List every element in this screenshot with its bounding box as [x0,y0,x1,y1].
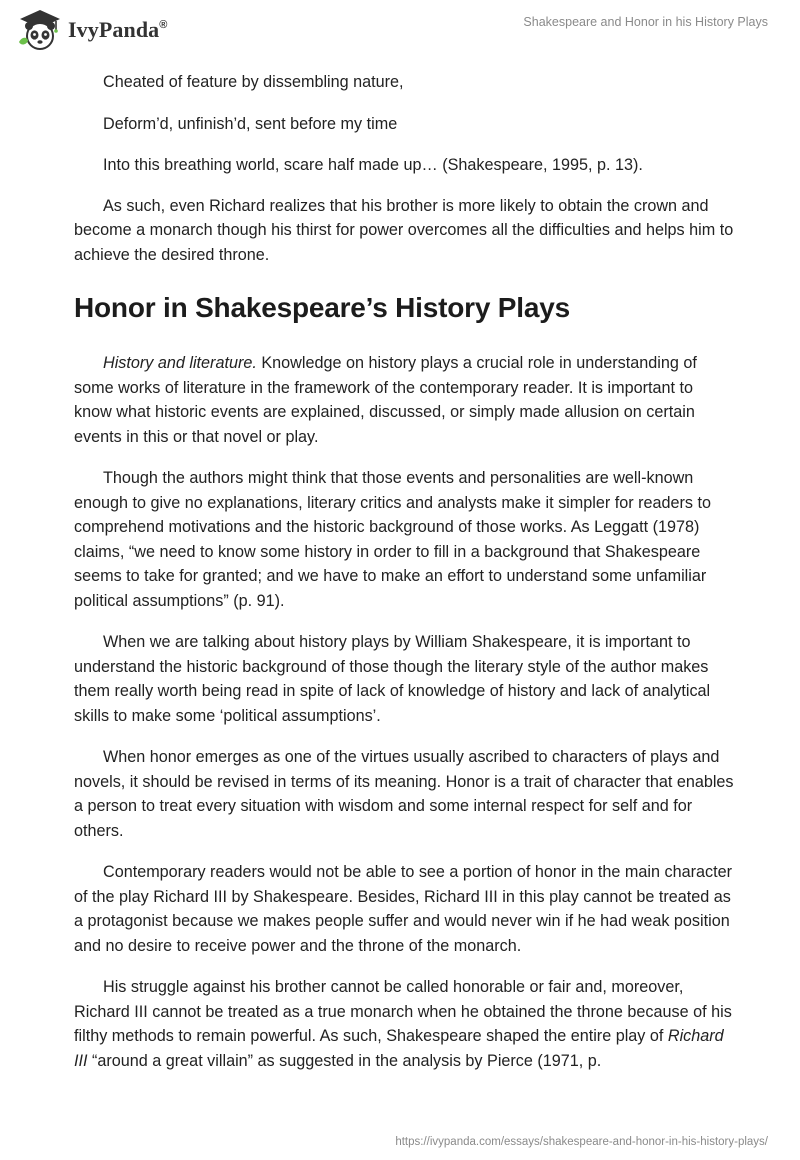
paragraph: His struggle against his brother cannot be called honorable or fair and, moreover, Richard III cannot be treated as a true monarch when he obtained the throne because of his filthy methods to remain powerful. As such, Shakespeare shaped the entire play of Richard III “around a great villain” as suggested in the analysis by Pierce (1971, p. [74,978,732,1070]
source-url[interactable]: https://ivypanda.com/essays/shakespeare-and-honor-in-his-history-plays/ [395,1136,768,1148]
paragraph: When honor emerges as one of the virtues usually ascribed to characters of plays and novels, it should be revised in terms of its meaning. Honor is a trait of character that enables a person to treat every situation with wisdom and some internal respect for self and for others. [74,748,734,840]
play-title: Richard III [74,1027,724,1070]
document-title: Shakespeare and Honor in his History Plays [523,15,768,29]
paragraph: Though the authors might think that those events and personalities are well-known enough to give no explanations, literary critics and analysts make it simpler for readers to comprehend motivations and the historic background of those works. As Leggatt (1978) claims, “we need to know some history in order to fill in a background that Shakespeare seems to take for granted; and we have to make an effort to understand some unfamiliar political assumptions” (p. 91). [74,469,712,610]
quote-line: Deform’d, unfinish’d, sent before my time [103,114,398,133]
paragraph-lead: History and literature. [103,354,257,372]
paragraph: Contemporary readers would not be able to see a portion of honor in the main character of the play Richard III by Shakespeare. Besides, Richard III in this play cannot be treated as a protagonist because we makes people suffer and would never win if he had weak position and no desire to receive power and the throne of the monarch. [74,863,732,955]
ivypanda-logo[interactable] [16,8,168,52]
paragraph: History and literature. Knowledge on history plays a crucial role in understanding of some works of literature in the framework of the contemporary reader. It is important to know what historic events are explained, discussed, or simply made allusion on certain events in this or that novel or play. [74,354,697,446]
paragraph: As such, even Richard realizes that his brother is more likely to obtain the crown and become a monarch though his thirst for power overcomes all the difficulties and helps him to achieve the desired throne. [74,196,734,264]
quote-line: Cheated of feature by dissembling nature, [103,73,404,91]
essay-content [74,70,734,1073]
panda-graduate-icon [16,8,64,52]
brand-name: IvyPanda® [68,17,168,42]
section-heading: Honor in Shakespeare’s History Plays [74,292,570,323]
paragraph: When we are talking about history plays by William Shakespeare, it is important to understand the historic background of those though the literary style of the author makes them really worth being read in spite of lack of knowledge of history and lack of analytical skills to make some ‘political assumptions’. [74,633,711,725]
page-header [0,0,800,60]
quote-line: Into this breathing world, scare half made up… (Shakespeare, 1995, p. 13). [103,156,643,174]
